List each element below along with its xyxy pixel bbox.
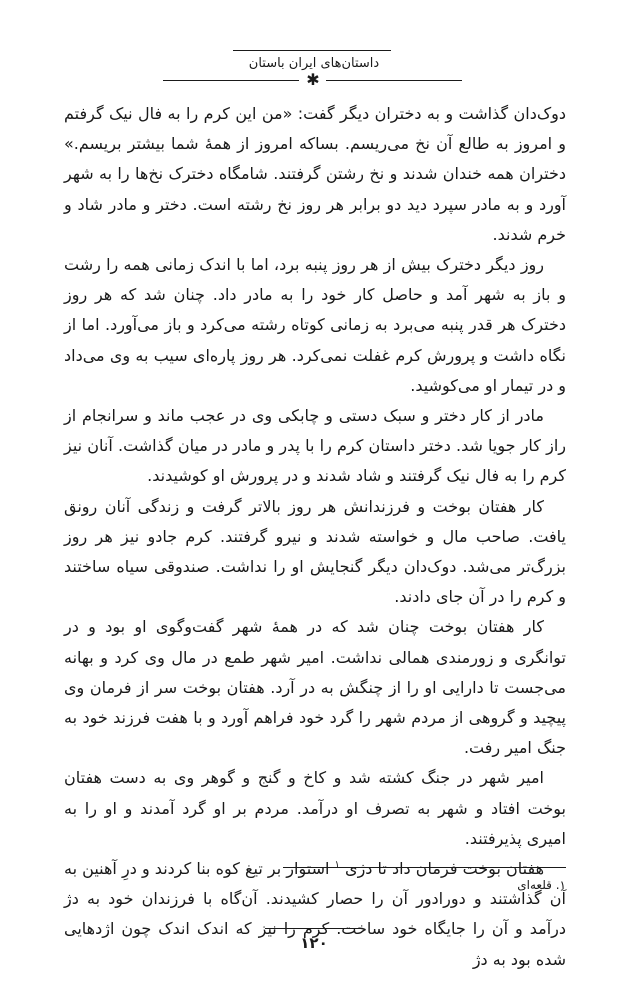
header-title: داستان‌های ایران باستان [248, 56, 380, 71]
footnote: ۱. قلعه‌ای [517, 878, 566, 892]
paragraph-7-text: هفتان بوخت فرمان داد تا دژی $^۱$ استوار بر تیغ کوه بنا کردند و درِ آهنین به آن گذاشتند و دورادور آن را حصار کشیدند. آن‌گاه با فرزندان خود به دژ درآمد و آن را جایگاه خود ساخت. کرم را نیز که اندک اندک چون اژدهایی شده بود به دژ [64, 859, 566, 969]
paragraph-5: کار هفتان بوخت چنان شد که در همهٔ شهر گفت‌وگوی او بود و در توانگری و زورمندی همالی نداشت. امیر شهر طمع در مال وی کرد و بهانه می‌جست تا دارایی او را از چنگش به در آرد. هفتان بوخت سر از فرمان وی پیچید و گروهی از مردم شهر را گرد خود فراهم آورد و با هفت فرزند خود به جنگ امیر رفت. [64, 617, 566, 758]
footnote-rule [283, 867, 566, 868]
paragraph-4: کار هفتان بوخت و فرزندانش هر روز بالاتر گرفت و زندگی آنان رونق یافت. صاحب مال و خواسته شدند و نیرو گرفتند. کرم جادو نیز هر روز بزرگ‌تر می‌شد. دوک‌دان دیگر گنجایش او را نداشت. صندوقی سیاه ساختند و کرم را در آن جای دادند. [64, 496, 566, 607]
running-header [0, 44, 628, 92]
header-rule-top [233, 50, 391, 51]
header-rule-bottom-right [326, 80, 462, 81]
body-text [64, 99, 566, 975]
footnote-marker: ۱ [334, 859, 340, 871]
paragraph-1: دوک‌دان گذاشت و به دختران دیگر گفت: «من این کرم را به فال نیک گرفتم و امروز به طالع آن نخ می‌ریسم. بساکه امروز از همهٔ شما بیشتر بریسم.» دختران همه خندان شدند و نخ رشتن گرفتند. شامگاه دخترک نخ‌ها را به شهر آورد و به مادر سپرد دید دو برابر هر روز نخ رشته است. دختر و مادر شاد و خرم شدند. [64, 104, 566, 244]
page-number-rule [265, 928, 361, 929]
header-ornament-icon: ✱ [306, 70, 320, 89]
page-number: ۱۲۰ [300, 934, 328, 952]
paragraph-7 [64, 854, 566, 975]
paragraph-6: امیر شهر در جنگ کشته شد و کاخ و گنج و گوهر وی به دست هفتان بوخت افتاد و شهر به تصرف او درآمد. مردم بر او گرد آمدند و او را به امیری پذیرفتند. [64, 768, 566, 848]
paragraph-3: مادر از کار دختر و سبک دستی و چابکی وی در عجب ماند و سرانجام از راز کار جویا شد. دختر داستان کرم را با پدر و مادر در میان گذاشت. آنان نیز کرم را به فال نیک گرفتند و شاد شدند و در پرورش او کوشیدند. [64, 406, 566, 486]
header-rule-bottom-left [163, 80, 299, 81]
paragraph-2: روز دیگر دخترک بیش از هر روز پنبه برد، اما با اندک زمانی همه را رشت و باز به شهر آمد و حاصل کار خود را به مادر داد. چنان شد که هر روز دخترک هر قدر پنبه می‌برد به زمانی کوتاه رشته می‌کرد و باز می‌آورد. اما از نگاه داشت و پرورش کرم غفلت نمی‌کرد. هر روز پاره‌ای سیب به وی می‌داد و در تیمار او می‌کوشید. [64, 255, 566, 395]
